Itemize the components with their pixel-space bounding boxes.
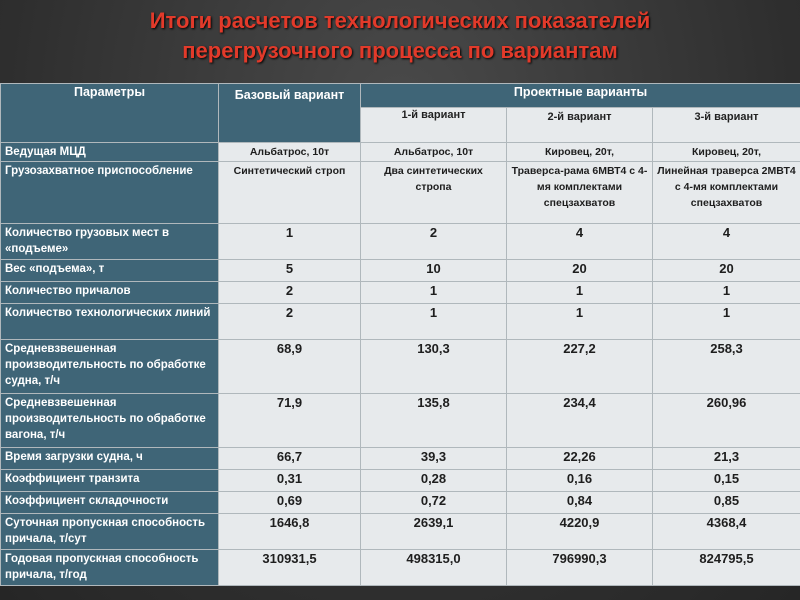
cell-base: 1646,8: [219, 514, 361, 550]
row-param: Время загрузки судна, ч: [1, 448, 219, 470]
cell-base: Альбатрос, 10т: [219, 143, 361, 162]
row-param: Грузозахватное приспособление: [1, 162, 219, 224]
table-row: [1, 282, 800, 304]
cell-v3: Линейная траверса 2МВТ4 с 4-мя комплектами спецзахватов: [653, 162, 800, 224]
cell-v3: 1: [653, 304, 800, 340]
table-body: [1, 143, 800, 586]
cell-v2: 4220,9: [507, 514, 653, 550]
table-row: [1, 340, 800, 394]
table-row: [1, 448, 800, 470]
table-row: [1, 162, 800, 224]
cell-v2: 4: [507, 224, 653, 260]
cell-base: 2: [219, 282, 361, 304]
table-row: [1, 470, 800, 492]
cell-v3: Кировец, 20т,: [653, 143, 800, 162]
page-title: [0, 6, 800, 66]
row-param: Вес «подъема», т: [1, 260, 219, 282]
row-param: Годовая пропускная способность причала, т/год: [1, 550, 219, 586]
cell-v1: Альбатрос, 10т: [361, 143, 507, 162]
row-param: Количество технологических линий: [1, 304, 219, 340]
cell-v1: 2639,1: [361, 514, 507, 550]
table-row: [1, 514, 800, 550]
row-param: Средневзвешенная производительность по обработке судна, т/ч: [1, 340, 219, 394]
cell-v3: 4368,4: [653, 514, 800, 550]
cell-v2: 20: [507, 260, 653, 282]
results-table: [0, 83, 800, 586]
cell-base: 0,31: [219, 470, 361, 492]
cell-v2: 796990,3: [507, 550, 653, 586]
cell-base: 2: [219, 304, 361, 340]
cell-v1: 135,8: [361, 394, 507, 448]
title-line-2: перегрузочного процесса по вариантам: [182, 38, 618, 63]
table-row: [1, 143, 800, 162]
cell-v3: 260,96: [653, 394, 800, 448]
cell-base: 71,9: [219, 394, 361, 448]
cell-v2: 227,2: [507, 340, 653, 394]
cell-v2: 22,26: [507, 448, 653, 470]
table-row: [1, 260, 800, 282]
table-row: [1, 550, 800, 586]
cell-v2: 1: [507, 304, 653, 340]
header-v2: 2-й вариант: [507, 108, 653, 143]
cell-base: 310931,5: [219, 550, 361, 586]
cell-base: 66,7: [219, 448, 361, 470]
title-line-1: Итоги расчетов технологических показателей: [149, 8, 651, 33]
cell-v1: 2: [361, 224, 507, 260]
cell-v1: 10: [361, 260, 507, 282]
cell-v3: 0,85: [653, 492, 800, 514]
cell-base: 1: [219, 224, 361, 260]
cell-v2: 1: [507, 282, 653, 304]
cell-v3: 20: [653, 260, 800, 282]
table-row: [1, 304, 800, 340]
cell-v3: 0,15: [653, 470, 800, 492]
cell-v1: 130,3: [361, 340, 507, 394]
cell-base: 68,9: [219, 340, 361, 394]
row-param: Коэффициент складочности: [1, 492, 219, 514]
row-param: Коэффициент транзита: [1, 470, 219, 492]
header-params: Параметры: [1, 84, 219, 143]
table-row: [1, 492, 800, 514]
cell-v2: Кировец, 20т,: [507, 143, 653, 162]
cell-v1: Два синтетических стропа: [361, 162, 507, 224]
cell-v3: 4: [653, 224, 800, 260]
row-param: Количество причалов: [1, 282, 219, 304]
cell-v1: 1: [361, 304, 507, 340]
cell-v3: 21,3: [653, 448, 800, 470]
table-row: [1, 224, 800, 260]
row-param: Количество грузовых мест в «подъеме»: [1, 224, 219, 260]
cell-base: 5: [219, 260, 361, 282]
cell-base: 0,69: [219, 492, 361, 514]
header-base: Базовый вариант: [219, 84, 361, 143]
cell-base: Синтетический строп: [219, 162, 361, 224]
cell-v3: 824795,5: [653, 550, 800, 586]
cell-v1: 0,28: [361, 470, 507, 492]
cell-v2: 0,16: [507, 470, 653, 492]
cell-v2: Траверса-рама 6МВТ4 с 4-мя комплектами спецзахватов: [507, 162, 653, 224]
table-row: [1, 394, 800, 448]
row-param: Ведущая МЦД: [1, 143, 219, 162]
row-param: Суточная пропускная способность причала, т/сут: [1, 514, 219, 550]
header-v3: 3-й вариант: [653, 108, 800, 143]
header-v1: 1-й вариант: [361, 108, 507, 143]
cell-v2: 0,84: [507, 492, 653, 514]
cell-v3: 258,3: [653, 340, 800, 394]
cell-v3: 1: [653, 282, 800, 304]
cell-v1: 498315,0: [361, 550, 507, 586]
row-param: Средневзвешенная производительность по обработке вагона, т/ч: [1, 394, 219, 448]
cell-v2: 234,4: [507, 394, 653, 448]
cell-v1: 1: [361, 282, 507, 304]
cell-v1: 0,72: [361, 492, 507, 514]
cell-v1: 39,3: [361, 448, 507, 470]
header-project: Проектные варианты: [361, 84, 800, 108]
